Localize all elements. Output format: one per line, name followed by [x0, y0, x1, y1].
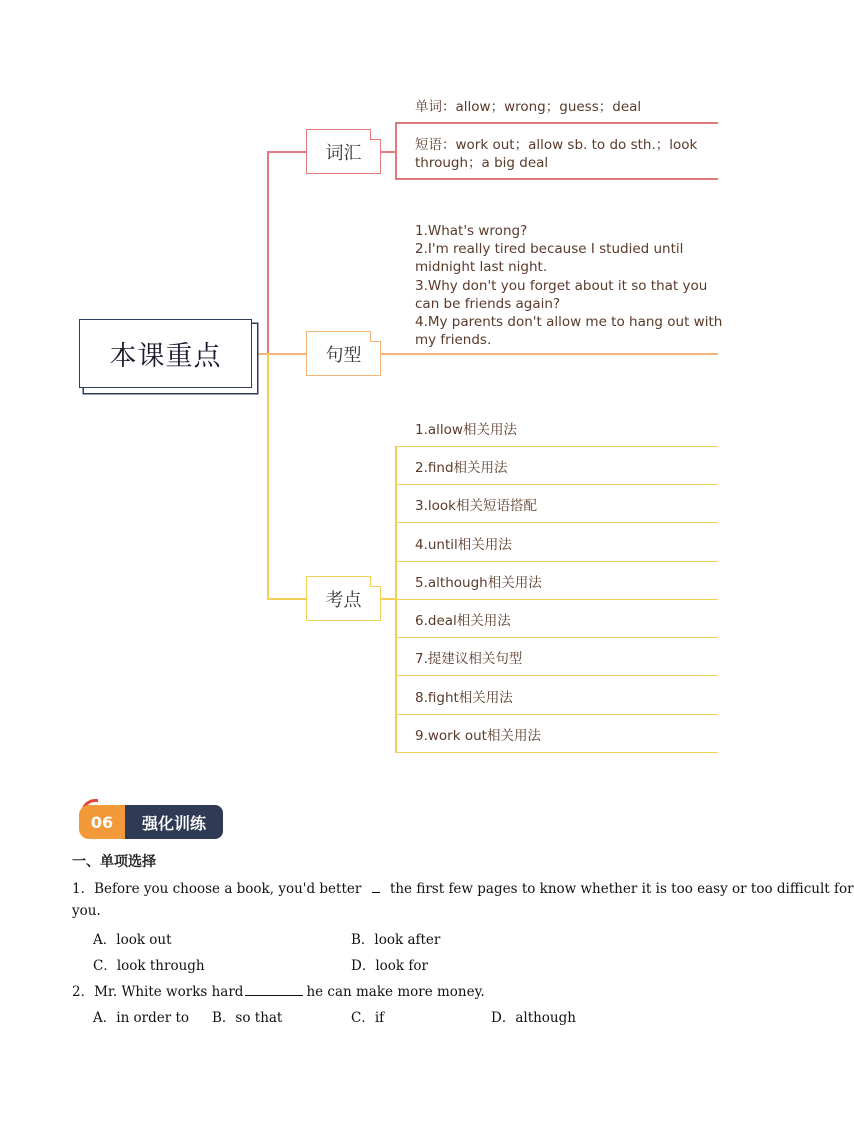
folded-corner-icon [370, 331, 381, 342]
exam-point-label: 7.提建议相关句型 [415, 650, 523, 667]
exam-point-item [395, 409, 718, 447]
exam-point-label: 5.although相关用法 [415, 574, 542, 591]
section-title: 强化训练 [125, 805, 223, 839]
sentence-line: 4.My parents don't allow me to hang out with [415, 314, 723, 331]
sentence-line: my friends. [415, 332, 492, 349]
sentence-line: 2.I'm really tired because I studied until [415, 241, 684, 258]
sentence-line: 1.What's wrong? [415, 223, 528, 239]
exam-point-item [395, 447, 718, 485]
branch-exam-box [306, 576, 381, 621]
question-1-stem-part-a: 1．Before you choose a book, you'd better [72, 881, 362, 897]
connector-exam-vertical [267, 353, 269, 599]
branch-vocab-box [306, 129, 381, 174]
question-2-option-a: A．in order to [93, 1010, 190, 1026]
exam-point-label: 4.until相关用法 [415, 536, 512, 553]
folded-corner-icon [370, 129, 381, 140]
sentence-line: midnight last night. [415, 259, 548, 276]
exam-point-label: 6.deal相关用法 [415, 612, 511, 629]
vocab-divider-bottom [395, 178, 718, 180]
vocab-divider-left [395, 122, 397, 179]
exam-point-item [395, 600, 718, 638]
question-1-stem-continued: you. [72, 903, 101, 919]
sentence-line: can be friends again? [415, 295, 561, 312]
exam-point-item [395, 524, 718, 562]
exam-point-item [395, 715, 718, 753]
exam-point-label: 9.work out相关用法 [415, 727, 541, 744]
folded-corner-icon [370, 576, 381, 587]
question-1-option-c: C．look through [93, 958, 205, 974]
exam-point-label: 8.fight相关用法 [415, 689, 513, 706]
question-2-stem-part-a: 2．Mr. White works hard [72, 984, 244, 1000]
connector-exam-horizontal [267, 598, 306, 600]
branch-sentence-label: 句型 [325, 344, 362, 366]
exam-point-label: 2.find相关用法 [415, 459, 508, 476]
vocab-connector-right [381, 151, 395, 153]
question-1-option-d: D．look for [351, 958, 428, 974]
exam-point-item [395, 677, 718, 715]
exam-point-item [395, 485, 718, 523]
question-2-option-d: D．although [491, 1010, 576, 1026]
connector-vocab-vertical [267, 151, 269, 353]
exam-connector-right [381, 598, 395, 600]
central-topic-label: 本课重点 [109, 341, 222, 372]
answer-blank [245, 983, 303, 996]
branch-sentence-box [306, 331, 381, 376]
vocab-words-text: 单词：allow；wrong；guess；deal [415, 99, 642, 115]
question-2-stem [72, 980, 485, 1000]
vocab-divider-top [395, 122, 718, 124]
sentence-line: 3.Why don't you forget about it so that you [415, 277, 708, 294]
branch-exam-label: 考点 [325, 589, 362, 611]
exam-point-item [395, 638, 718, 676]
branch-vocab-label: 词汇 [325, 142, 362, 164]
question-1-stem-part-b: the first few pages to know whether it is too easy or too difficult for [389, 881, 854, 897]
central-topic-box [79, 319, 252, 388]
exam-point-label: 3.look相关短语搭配 [415, 497, 537, 514]
question-2-stem-part-b: he can make more money. [306, 984, 485, 1000]
question-1-option-a: A．look out [93, 932, 172, 948]
question-1-option-b: B．look after [351, 932, 441, 948]
vocab-phrases-line2: through；a big deal [415, 155, 549, 171]
sentence-underline [381, 353, 718, 355]
connector-vocab-horizontal [267, 151, 306, 153]
connector-sentence-horizontal [255, 353, 306, 355]
exam-point-label: 1.allow相关用法 [415, 421, 517, 438]
sentence-list [415, 222, 725, 349]
question-1-stem [72, 877, 854, 897]
exercise-heading: 一、单项选择 [72, 854, 156, 870]
question-2-option-c: C．if [351, 1010, 385, 1026]
answer-blank [372, 880, 380, 893]
exam-point-item [395, 562, 718, 600]
vocab-phrases-line1: 短语：work out；allow sb. to do sth.；look [415, 137, 698, 153]
question-2-option-b: B．so that [212, 1010, 283, 1026]
section-number-badge: 06 [79, 805, 125, 839]
